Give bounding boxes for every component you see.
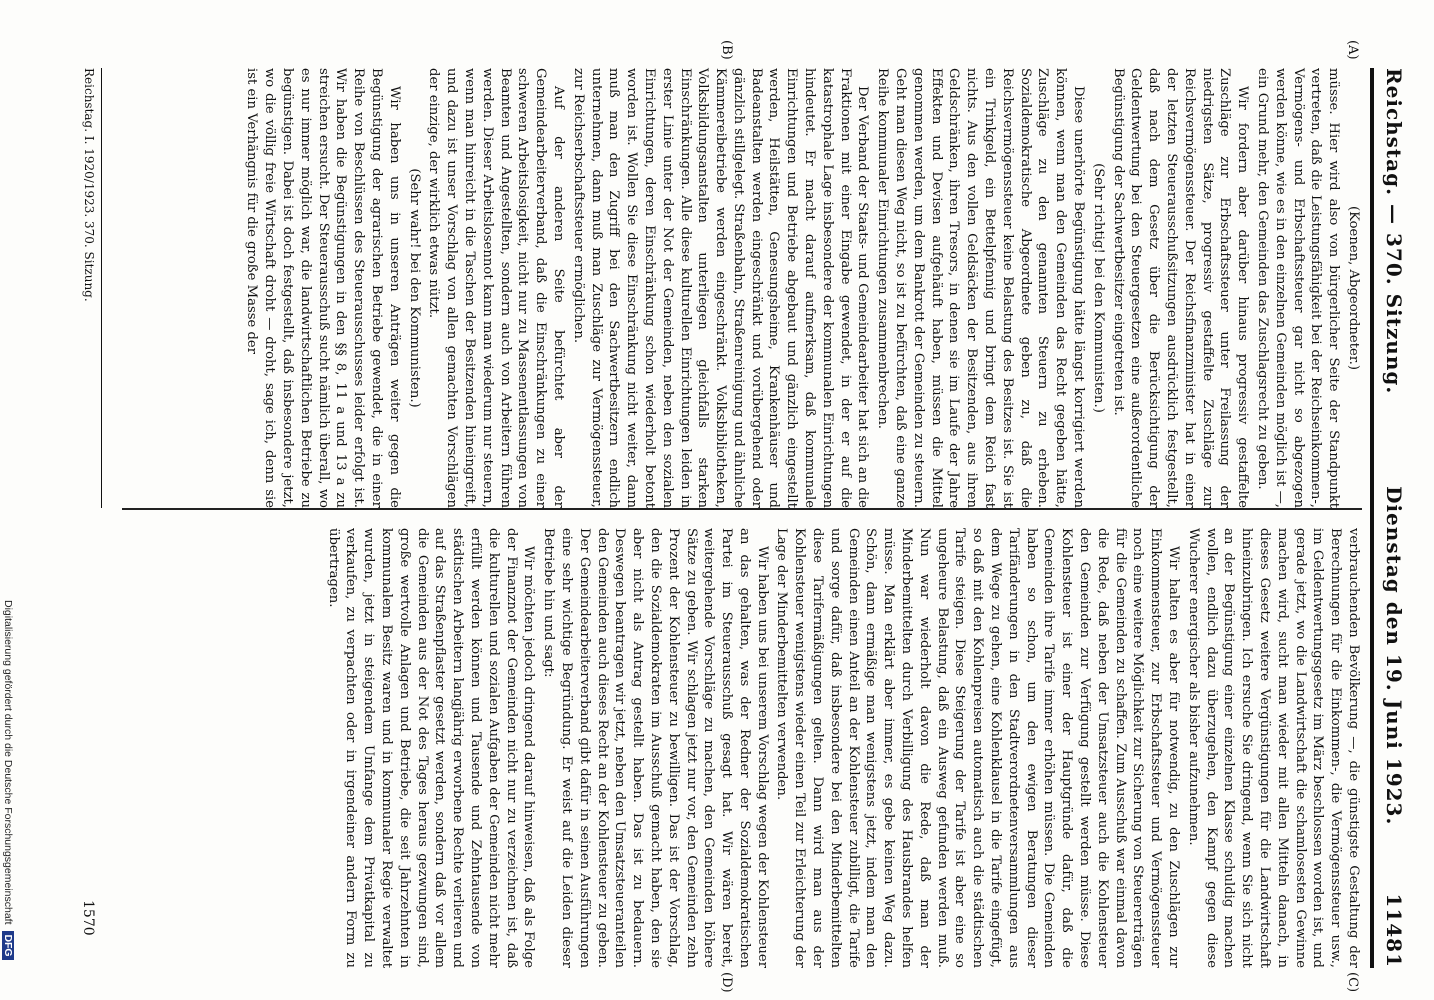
- paragraph: Wir haben uns in unseren Anträgen weiter gegen die Begünstigung der agrarischen Betriebe gewendet, die in einer Reihe von Beschlüssen des Steuerausschusses leider erfolgt ist. Wir haben die Begünstigungen in den §§ 8, 11 a und 13 a zu streichen ersucht. Der Steuerausschuß sucht nämlich überall, wo es nur immer möglich war, die landwirtschaftlichen Betriebe zu begünstigen. Dabei ist doch festgestellt, daß insbesondere jetzt, wo die völlig freie Wirtschaft droht — droht, sage ich, denn sie ist ein Verhängnis für die große Masse der: [244, 68, 402, 508]
- footer-rule: [101, 68, 102, 508]
- right-text-column: [122, 528, 1362, 968]
- paragraph: müsse. Hier wird also von bürgerlicher Seite der Standpunkt vertreten, daß die Leistungsfähigkeit bei der Reichseinkommen-, Vermögens- und Erbschaftssteuer gar nicht so abgezogen werden könne, wie es in den einzelnen Gemeinden möglich ist —, ein Grund mehr, den Gemeinden das Zuschlagsrecht zu geben.: [1255, 68, 1342, 508]
- speaker-line: (Koenen, Abgeordneter.): [1346, 205, 1361, 371]
- footer-page-number: 1570: [80, 900, 96, 936]
- paragraph: Wir halten es aber für notwendig, zu den Zuschlägen zur Einkommensteuer, zur Erbschaftssteuer und Vermögenssteuer noch eine weitere Möglichkeit zur Sicherung von Steuererträgen für die Gemeinden zu schaffen. Zum Ausschuß war einmal davon die Rede, daß neben der Umsatzsteuer auch die Kohlensteuer den Gemeinden zur Verfügung gestellt werden müsse. Diese Kohlensteuer ist einer der Hauptgründe dafür, daß die Gemeinden ihre Tarife immer erhöhen müssen. Die Gemeinden haben so schon, um den ewigen Beratungen dieser Tarifänderungen in den Stadtverordnetenversammlungen aus dem Wege zu gehen, eine Kohlenklausel in die Tarife eingefügt, so daß mit den Kohlenpreisen automatisch auch die städtischen Tarife steigen. Diese Steigerung der Tarife ist aber eine so ungeheure Belastung, daß ein Ausweg gefunden werden muß. Nun war wiederholt davon die Rede, daß man der Minderbemittelten durch Verbilligung des Hausbrandes helfen müsse. Man erklärt aber immer, es gebe keinen Weg dazu. Schön, dann ermäßige man wenigstens jetzt, indem man den Gemeinden einen Anteil an der Kohlensteuer zubilligt, die Tarife und sorge dafür, daß insbesondere bei den Minderbemittelten diese Tarifermäßigungen gelten. Dann wird man aus der Kohlensteuer wenigstens wieder einen Teil zur Erleichterung der Lage der Minderbemittelten verwenden.: [774, 528, 1182, 968]
- header-left: Reichstag. — 370. Sitzung.: [1382, 68, 1406, 395]
- margin-mark-c: (C): [1345, 972, 1360, 993]
- side-credit: [2, 600, 16, 998]
- header-rule: [1370, 68, 1374, 968]
- interjection: (Sehr richtig! bei den Kommunisten.): [1090, 163, 1106, 413]
- paragraph: Auf der anderen Seite befürchtet aber der Gemeindearbeiterverband, daß die Einschränkungen zu einer schweren Arbeitslosigkeit, nicht nur zu Massenentlassungen von Beamten und Angestellten, sondern auch von Arbeitern führen werden. Dieser Arbeitslosennot kann man wiederum nur steuern, wenn man hinreicht in die Taschen der Besitzenden hineingreift, und dazu ist unser Vorschlag von allen gemachten Vorschlägen der einzige, der wirklich etwas nützt.: [426, 68, 566, 508]
- header-right: [1382, 486, 1406, 968]
- footer-imprint: Reichstag. I. 1920/1923. 370. Sitzung.: [82, 68, 96, 302]
- header-date: Dienstag den 19. Juni 1923.: [1382, 486, 1406, 826]
- margin-mark-b: (B): [719, 40, 734, 60]
- interjection: (Sehr wahr! bei den Kommunisten.): [406, 168, 422, 408]
- quoted-paragraph: Wir möchten jedoch dringend darauf hinweisen, daß als Folge der Finanznot der Gemeinden nicht nur zu verzeichnen ist, daß die kulturellen und sozialen Aufgaben der Gemeinden nicht mehr erfüllt werden können und Tausende und Zehntausende von städtischen Arbeitern langjährig erworbene Rechte verlieren und auf das Straßenpflaster gesetzt werden, sondern daß vor allem die Gemeinden aus der Not des Tages heraus gezwungen sind, große wertvolle Anlagen und Betriebe, die seit Jahrzehnten in kommunalem Besitz waren und in kommunaler Regie verwaltet wurden, jetzt in steigendem Umfange dem Privatkapital zu verkaufen, zu verpachten oder in irgendeiner andern Form zu übertragen.: [325, 528, 537, 968]
- credit-text: Digitalisierung gefördert durch die Deutsche Forschungsgemeinschaft: [2, 600, 14, 925]
- margin-mark-d: (D): [719, 972, 734, 993]
- paragraph: Der Verband der Staats- und Gemeindearbeiter hat sich an die Fraktionen mit einer Eingabe gewendet, in der er auf die katastrophale Lage insbesondere der kommunalen Einrichtungen hindeutet. Er macht darauf aufmerksam, daß kommunale Einrichtungen und Betriebe abgebaut und gänzlich eingestellt werden, Heilstätten, Genesungsheime, Krankenhäuser und Badeanstalten werden eingeschränkt und vorübergehend oder gänzlich stillgelegt. Straßenbahn, Straßenreinigung und ähnliche Kämmereibetriebe werden eingeschränkt. Volksbibliotheken, Volksbildungsanstalten unterliegen gleichfalls starken Einschränkungen. Alle diese kulturellen Einrichtungen leiden in erster Linie unter der Not der Gemeinden, neben den sozialen Einrichtungen, deren Einschränkung schon wiederholt betont worden ist. Wollen Sie diese Einschränkung nicht weiter, dann muß man den Zugriff bei den Sachwertbesitzern endlich unternehmen, dann muß man Zuschläge zur Vermögenssteuer, zur Reichserbschaftssteuer ermöglichen.: [570, 68, 871, 508]
- paragraph: Wir haben uns bei unserem Vorschlag wegen der Kohlensteuer an das gehalten, was der Redner der Sozialdemokratischen Partei im Steuerausschuß gesagt hat. Wir wären bereit, weitergehende Vorschläge zu machen, den Gemeinden höhere Sätze zu geben. Wir schlagen jetzt nur vor, den Gemeinden zehn Prozent der Kohlensteuer zu bewilligen. Das ist der Vorschlag, den die Sozialdemokraten im Ausschuß gemacht haben, den sie aber nicht als Antrag gestellt haben. Das ist zu bedauern. Deswegen beantragen wir jetzt, neben den Umsatzsteueranteilen den Gemeinden auch dieses Recht an der Kohlensteuer zu geben. Der Gemeindearbeiterverband gibt dafür in seinen Ausführungen eine sehr wichtige Begründung. Er weist auf die Leiden dieser Betriebe hin und sagt:: [541, 528, 770, 968]
- left-text-column: [122, 68, 1362, 508]
- paragraph: Diese unerhörte Begünstigung hätte längst korrigiert werden können, wenn man den Gemeinden das Recht gegeben hätte, Zuschläge zu den genannten Steuern zu erheben. Sozialdemokratische Abgeordnete geben zu, daß die Reichsvermögenssteuer keine Belastung des Besitzes ist. Sie ist ein Trinkgeld, ein Bettelpfennig und bringt dem Reich fast nichts. Aus den vollen Geldsäcken der Besitzenden, aus ihren Geldschränken, ihren Tresors, in denen sie im Laufe der Jahre Effekten und Devisen aufgehäuft haben, müssen die Mittel genommen werden, um dem Bankrott der Gemeinden zu steuern. Geht man diesen Weg nicht, so ist zu befürchten, daß eine ganze Reihe kommunaler Einrichtungen zusammenbrechen.: [875, 68, 1087, 508]
- paragraph: Wir fordern aber darüber hinaus progressiv gestaffelte Zuschläge zur Erbschaftssteuer unter Freilassung der niedrigsten Sätze, progressiv gestaffelte Zuschläge zur Reichsvermögenssteuer. Der Reichsfinanzminister hat in einer der letzten Steuerausschußsitzungen ausdrücklich festgestellt, daß nach dem Gesetz über die Berücksichtigung der Geldentwertung bei den Steuergesetzen eine außerordentliche Begünstigung der Sachwertbesitzer eingetreten ist.: [1110, 68, 1251, 508]
- margin-mark-a: (A): [1345, 40, 1360, 60]
- header-page-number: 11481: [1382, 893, 1406, 968]
- page-header: [1374, 68, 1414, 968]
- paragraph: verbrauchenden Bevölkerung —, die günstigste Gestaltung der Berechnungen für die Einkommen-, die Vermögenssteuer usw., im Geldentwertungsgesetz im März beschlossen worden ist, und gerade jetzt, wo die Landwirtschaft die schamlosesten Gewinne machen wird, sucht man wieder mit allen Mitteln danach, in dieses Gesetz weitere Vergünstigungen für die Landwirtschaft hineinzubringen. Ich ersuche Sie dringend, wenn Sie sich nicht an der Begünstigung einer einzelnen Klasse schuldig machen wollen, endlich dazu überzugehen, den Kampf gegen diese Wucherer energischer als bisher aufzunehmen.: [1185, 528, 1361, 968]
- column-divider: [122, 508, 1362, 510]
- dfg-logo: DFG: [2, 931, 14, 959]
